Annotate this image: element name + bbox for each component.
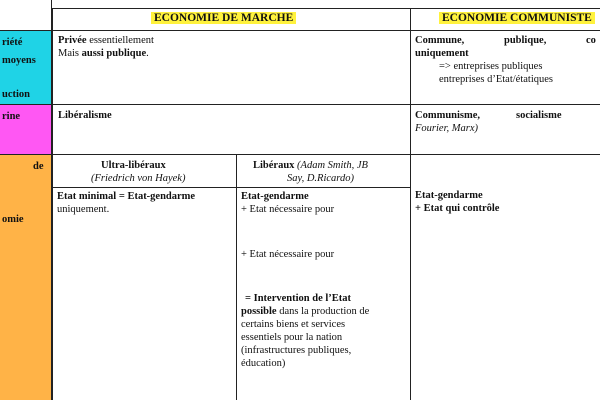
liberaux-text-9: éducation): [241, 358, 286, 369]
propriete-communiste-line-4: entreprises d’Etat/étatiques: [439, 74, 553, 85]
doctrine-label: rine: [2, 111, 21, 122]
propriete-marche-rest: essentiellement: [86, 35, 154, 46]
role-communiste-line-2: + Etat qui contrôle: [415, 203, 500, 214]
liberaux-text-2: + Etat nécessaire pour: [241, 204, 335, 215]
propriete-marche-line2-bold: aussi publique: [81, 48, 147, 59]
row-label-doctrine: [0, 105, 52, 155]
header-communiste-title: ECONOMIE COMMUNISTE: [439, 12, 595, 24]
propriete-communiste-word-3: co: [586, 35, 596, 46]
header-cell-marche: [52, 8, 411, 31]
doctrine-communiste-word-1: Communisme,: [415, 110, 481, 121]
liberaux-text-4: = Intervention de l’Etat: [245, 293, 352, 304]
liberaux-text-5-rest: dans la production de: [276, 306, 370, 317]
role-communiste-cell: [411, 155, 600, 400]
propriete-label-line-2: moyens: [2, 55, 36, 66]
liberaux-text-5-bold: possible: [241, 306, 277, 317]
propriete-marche-bold: Privée: [58, 35, 87, 46]
propriete-marche-line-1: [58, 35, 154, 47]
propriete-communiste-line-2: uniquement: [415, 48, 469, 59]
propriete-marche-cell: [52, 31, 411, 105]
ultra-liberaux-body-cell: [52, 188, 237, 400]
propriete-marche-line-2: [58, 48, 149, 60]
header-corner-cell: [0, 0, 52, 31]
ultra-liberaux-header-cell: [52, 155, 237, 188]
role-communiste-line-1: Etat-gendarme: [415, 190, 483, 201]
liberaux-authors-1: (Adam Smith, JB: [294, 160, 368, 171]
liberaux-title-line: [253, 160, 368, 172]
role-label-line-2: omie: [2, 214, 24, 225]
propriete-label-line-1: riété: [2, 37, 23, 48]
row-label-role-etat: [0, 155, 52, 400]
header-cell-communiste: [411, 8, 600, 31]
header-marche-title: ECONOMIE DE MARCHE: [151, 12, 296, 24]
doctrine-communiste-line-2: Fourier, Marx): [415, 123, 478, 134]
doctrine-communiste-word-2: socialisme: [516, 110, 562, 121]
propriete-communiste-cell: [411, 31, 600, 105]
ultra-liberaux-author: (Friedrich von Hayek): [91, 173, 186, 184]
propriete-marche-line2-plain: Mais: [58, 48, 82, 59]
ultra-liberaux-text-1: Etat minimal = Etat-gendarme: [57, 191, 196, 202]
doctrine-marche-text: Libéralisme: [58, 110, 112, 121]
propriete-communiste-word-1: Commune,: [415, 35, 465, 46]
ultra-liberaux-title: Ultra-libéraux: [101, 160, 166, 171]
propriete-communiste-word-2: publique,: [504, 35, 547, 46]
propriete-communiste-line-3: => entreprises publiques: [439, 61, 543, 72]
liberaux-authors-2: Say, D.Ricardo): [287, 173, 354, 184]
doctrine-marche-cell: [52, 105, 411, 155]
propriete-label-line-3: uction: [2, 89, 31, 100]
liberaux-text-3: + Etat nécessaire pour: [241, 249, 335, 260]
role-label-line-1: de: [33, 161, 44, 172]
liberaux-text-7: essentiels pour la nation: [241, 332, 343, 343]
liberaux-body-cell: [237, 188, 411, 400]
liberaux-text-1: Etat-gendarme: [241, 191, 309, 202]
propriete-marche-line2-end: .: [146, 48, 149, 59]
liberaux-title: Libéraux: [253, 160, 295, 171]
liberaux-text-5: [241, 306, 369, 318]
liberaux-header-cell: [237, 155, 411, 188]
liberaux-text-6: certains biens et services: [241, 319, 346, 330]
liberaux-text-8: (infrastructures publiques,: [241, 345, 352, 356]
row-label-propriete: [0, 31, 52, 105]
ultra-liberaux-text-2: uniquement.: [57, 204, 110, 215]
doctrine-communiste-cell: [411, 105, 600, 155]
